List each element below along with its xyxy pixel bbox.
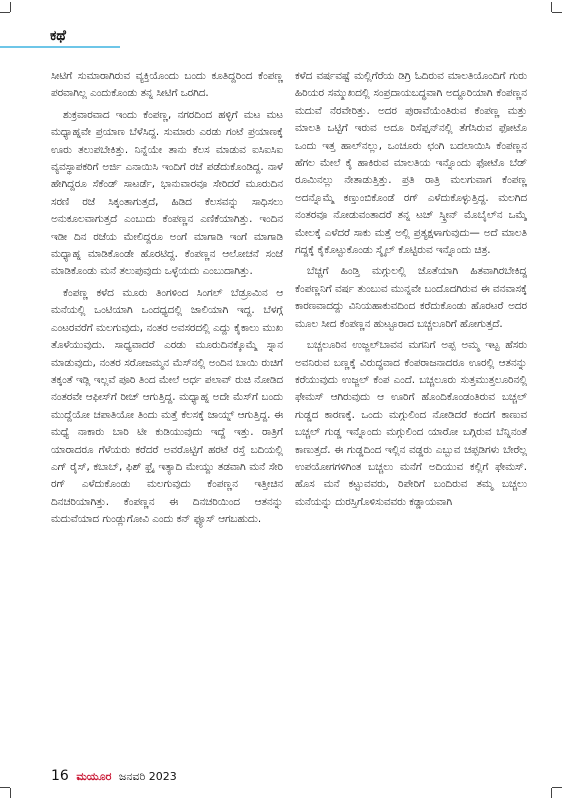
page-number: 16 [51,768,69,784]
crop-mark [10,788,11,798]
crop-mark [0,787,10,788]
paragraph: ಕೆಂಪಣ್ಣ ಕಳೆದ ಮೂರು ತಿಂಗಳಿಂದ ಸಿಂಗಲ್ ಬೆಡ್ರೂಮಿನ ಆ ಮನೆಯಲ್ಲಿ ಒಂಟಿಯಾಗಿ ಒಂದಧ್ಯದಲ್ಲಿ ಜಾಲಿಯಾಗಿ ಇದ್ದ. ಬೆಳಗ್ಗೆ ಎಂಟರವರೆಗೆ ಮಲಗುವುದು, ನಂತರ ಅವಸರದಲ್ಲಿ ಎದ್ದು ಕೈಕಾಲು ಮುಖ ತೊಳೆಯುವುದು. ಸಾಧ್ಯವಾದರೆ ಎರಡು ಮೂರುದಿನಕ್ಕೊಮ್ಮೆ ಸ್ನಾನ ಮಾಡುವುದು, ನಂತರ ಸರೋಜಮ್ಮನ ಮೆಸ್‌ನಲ್ಲಿ ಅಂದಿನ ಬಾಯಿ ರುಚಿಗೆ ತಕ್ಕಂತೆ ಇಡ್ಲಿ ಇಲ್ಲವೆ ಪೂರಿ ತಿಂದ ಮೇಲೆ ಅರ್ಧ ಪಲಾವ್ ರುಚಿ ನೋಡಿದ ನಂತರವೇ ಆಫೀಸ್‌ಗೆ ರೀಚ್ ಆಗುತ್ತಿದ್ದ. ಮಧ್ಯಾಹ್ನ ಅದೇ ಮೆಸ್‌ಗೆ ಬಂದು ಮುದ್ದೆಯೋ ಚಪಾತಿಯೋ ತಿಂದು ಮತ್ತೆ ಕೆಲಸಕ್ಕೆ ಜಾಯ್ನ್ ಆಗುತ್ತಿದ್ದ. ಈ ಮಧ್ಯೆ ನಾಕಾರು ಬಾರಿ ಟೀ ಕುಡಿಯುವುದು ಇದ್ದೆ ಇತ್ತು. ರಾತ್ರಿಗೆ ಯಾರಾದರೂ ಗೆಳೆಯರು ಕರೆದರೆ ಅವರೊಟ್ಟಿಗೆ ಹರಟೆ ರಸ್ತೆ ಬದಿಯಲ್ಲಿ ಎಗ್ ರೈಸ್, ಕಬಾಬ್, ಫಿಶ್ ಫ್ರೈ ಇತ್ಯಾದಿ ಮೇಯ್ದು ತಡವಾಗಿ ಮನೆ ಸೇರಿ ರಗ್ ಎಳೆದುಕೊಂಡು ಮಲಗುವುದು ಕೆಂಪಣ್ಣನ ಇತ್ತೀಚಿನ ದಿನಚರಿಯಾಗಿತ್ತು. ಕೆಂಪಣ್ಣನ ಈ ದಿನಚರಿಯಿಂದ ಆತನನ್ನು ಮದುವೆಯಾದ ಗುಂಡ್ಲುಗೋವಿ ಎಂದು ಕನ್‌ ಫ್ಯೂಸ್ ಆಗಬಹುದು. [51,286,283,526]
paragraph: ಕಳೆದ ವರ್ಷವಷ್ಟೆ ಮಲ್ಲಿಗೆರೆಯ ಡಿಗ್ರಿ ಓದಿರುವ ಮಾಲತಿಯೊಂದಿಗೆ ಗುರು ಹಿರಿಯರ ಸಮ್ಮುಖದಲ್ಲಿ ಸಂಪ್ರದಾಯಬದ್ಧವಾಗಿ ಅದ್ದೂರಿಯಾಗಿ ಕೆಂಪಣ್ಣನ ಮದುವೆ ನೆರವೇರಿತ್ತು. ಅದರ ಪುರಾವೆಯೆಂತಿರುವ ಕೆಂಪಣ್ಣ ಮತ್ತು ಮಾಲತಿ ಒಟ್ಟಿಗೆ ಇರುವ ಅದೂ ರಿಸೆಪ್ಷನ್‌ನಲ್ಲಿ ತೆಗೆಸಿರುವ ಫೋಟೊ ಒಂದು ಇತ್ತ ಹಾಲ್‌ನಲ್ಲು, ಒಂಚೂರು ಛಂಗಿ ಬದಲಾಯಿಸಿ ಕೆಂಪಣ್ಣನ ಹೆಗಲ ಮೇಲೆ ಕೈ ಹಾಕಿರುವ ಮಾಲತಿಯ ಇನ್ನೊಂದು ಫೋಟೊ ಬೆಡ್ ರೂಮಿನಲ್ಲು ನೇತಾಡುತ್ತಿತ್ತು. ಪ್ರತಿ ರಾತ್ರಿ ಮಲಗುವಾಗ ಕೆಂಪಣ್ಣ ಅದನ್ನೊಮ್ಮೆ ಕಣ್ತುಂಬಿಕೊಂಡೆ ರಗ್ ಎಳೆದುಕೊಳ್ಳುತ್ತಿದ್ದ. ಮಲಗಿದ ನಂತರವೂ ನೋಡುವಂತಾದರೆ ತನ್ನ ಟಚ್ ಸ್ಕ್ರೀನ್ ಮೊಬೈಲ್‌ನ ಒಮ್ಮೆ ಮೇಲಕ್ಕೆ ಎಳೆದರೆ ಸಾಕು ಮತ್ತೆ ಅಲ್ಲಿ ಪ್ರತ್ಯಕ್ಷಳಾಗುವುದು— ಅದೆ ಮಾಲತಿ ಗದ್ದಕ್ಕೆ ಕೈಕೊಟ್ಟುಕೊಂಡು ಸ್ಮೈಲ್ ಕೊಟ್ಟಿರುವ ಇನ್ನೊಂದು ಚಿತ್ರ. [295,70,527,257]
paragraph: ಬಚ್ಚಲೂರಿನ ಉಜ್ಜಲ್‌ಬಾವನ ಮಗನಿಗೆ ಅಪ್ಪ ಅಮ್ಮ ಇಟ್ಟ ಹೆಸರು ಅವನಿರುವ ಬಣ್ಣಕ್ಕೆ ವಿರುದ್ಧವಾದ ಕೆಂಪರಾಜನಾದರೂ ಊರಲ್ಲಿ ಆತನನ್ನು ಕರೆಯುವುದು ಉಜ್ಜಲ್ ಕೆಂಪ ಎಂದೆ. ಬಚ್ಚಲೂರು ಸುತ್ತಮುತ್ತಲೂರಿನಲ್ಲಿ ಫೇಮಸ್ ಆಗಿರುವುದು ಆ ಊರಿಗೆ ಹೊಂದಿಕೊಂಡಂತಿರುವ ಬಚ್ಚಲ್ ಗುಡ್ಡದ ಕಾರಣಕ್ಕೆ. ಒಂದು ಮಗ್ಗುಲಿಂದ ನೋಡಿದರೆ ಕಂದಗೆ ಕಾಣುವ ಬಚ್ಚಲ್ ಗುಡ್ಡ ಇನ್ನೊಂದು ಮಗ್ಗುಲಿಂದ ಯಾರೋ ಬಗ್ಗಿರುವ ಬೆನ್ನಿನಂತೆ ಕಾಣುತ್ತದೆ. ಈ ಗುಡ್ಡದಿಂದ ಇಲ್ಲಿನ ವಡ್ಡರು ಎಬ್ಬುವ ಚಪ್ಪಡಿಗಳು ಬೇರೆಲ್ಲ ಉಪಯೋಗಗಳಿಗಿಂತ ಬಚ್ಚಲು ಮನೆಗೆ ಅದಿಯುವ ಕಲ್ಲಿಗೆ ಫೇಮಸ್. ಹೊಸ ಮನೆ ಕಟ್ಟುವವರು, ರಿಪೇರಿಗೆ ಬಂದಿರುವ ತಮ್ಮ ಬಚ್ಚಲು ಮನೆಯನ್ನು ದುರಸ್ತಿಗೊಳಿಸುವವರು ಕಡ್ಡಾಯವಾಗಿ [295,339,527,508]
issue-date: ಜನವರಿ 2023 [118,770,177,783]
magazine-logo: ಮಯೂರ [76,770,112,783]
left-column [51,68,283,764]
crop-mark [0,12,10,13]
right-column [295,68,527,764]
crop-mark [552,787,562,788]
crop-mark [552,12,562,13]
crop-mark [10,2,11,12]
page-footer [51,768,177,784]
crop-mark [551,788,552,798]
section-tag: ಕಥೆ [50,28,66,44]
paragraph: ಶುಕ್ರವಾರವಾದ ಇಂದು ಕೆಂಪಣ್ಣ, ನಗರದಿಂದ ಹಳ್ಳಿಗೆ ಮಟ ಮಟ ಮಧ್ಯಾಹ್ನವೇ ಪ್ರಯಾಣ ಬೆಳೆಸಿದ್ದ. ಸುಮಾರು ಎರಡು ಗಂಟೆ ಪ್ರಯಾಣಕ್ಕೆ ಊರು ತಲುಪಬೇಕಿತ್ತು. ನಿನ್ನೆಯೇ ತಾನು ಕೆಲಸ ಮಾಡುವ ಐಸಿಐಸಿಐ ವ್ಯವಸ್ಥಾಪಕರಿಗೆ ಅರ್ಜಿ ಎನಾಯಿಸಿ ಇಂದಿಗೆ ರಜೆ ಪಡೆದುಕೊಂಡಿದ್ದ. ನಾಳೆ ಹೇಗಿದ್ದರೂ ಸೆಕೆಂಡ್ ಸಾಟರ್ಡೆ, ಭಾನುವಾರವೂ ಸೇರಿದರೆ ಮೂರುದಿನ ಸರಣಿ ರಜೆ ಸಿಕ್ಕಂತಾಗುತ್ತದೆ, ಹಿಡಿದ ಕೆಲಸವನ್ನು ಸಾಧಿಸಲು ಅನುಕೂಲವಾಗುತ್ತದೆ ಎಂಬುದು ಕೆಂಪಣ್ಣನ ಎಣಿಕೆಯಾಗಿತ್ತು. ಇಂದಿನ ಇಡೀ ದಿನ ರಜೆಯ ಮೇಲಿದ್ದರೂ ಅಂಗೆ ಮಾಗಾಡಿ ಇಂಗೆ ಮಾಗಾಡಿ ಮಧ್ಯಾಹ್ನ ಮಾಡಿಕೊಂಡೇ ಹೊರಟಿದ್ದ. ಕೆಂಪಣ್ಣನ ಆಲೋಚನೆ ಸಂಜೆ ಮಾಡಿಕೊಂಡು ಮನೆ ತಲುಪುವುದು ಒಳ್ಳೆಯದು ಎಂಬುದಾಗಿತ್ತು. [51,108,283,278]
paragraph: ಸೀಟಿಗೆ ಸುಮಾರಾಗಿರುವ ವ್ಯಕ್ತಿಯೊಂದು ಬಂದು ಕೂತಿದ್ದರಿಂದ ಕೆಂಪಣ್ಣ ಪರವಾಗಿಲ್ಲ ಎಂದುಕೊಂಡು ತನ್ನ ಸೀಟಿಗೆ ಒರಗಿದ. [51,70,283,100]
crop-mark [551,2,552,12]
header-rule [0,46,120,48]
paragraph: ಬೆಚ್ಚಗೆ ಹಿಂಡ್ತಿ ಮಗ್ಗುಲಲ್ಲಿ ಜೊತೆಯಾಗಿ ಹಿತವಾಗಿರಬೇಕಿದ್ದ ಕೆಂಪಣ್ಣನಿಗೆ ವರ್ಷ ತುಂಬುವ ಮುನ್ನವೇ ಬಂದೊದಗಿರುವ ಈ ವನವಾಸಕ್ಕೆ ಕಾರಣವಾದದ್ದು ವಿನಿಯಹಾಕುವದಿಂದ ಕರೆದುಕೊಂಡು ಹೊರಟರೆ ಅದರ ಮೂಲ ಸೀದ ಕೆಂಪಣ್ಣನ ಹುಟ್ಟೂರಾದ ಬಚ್ಚಲೂರಿಗೆ ಹೋಗುತ್ತದೆ. [295,265,527,330]
